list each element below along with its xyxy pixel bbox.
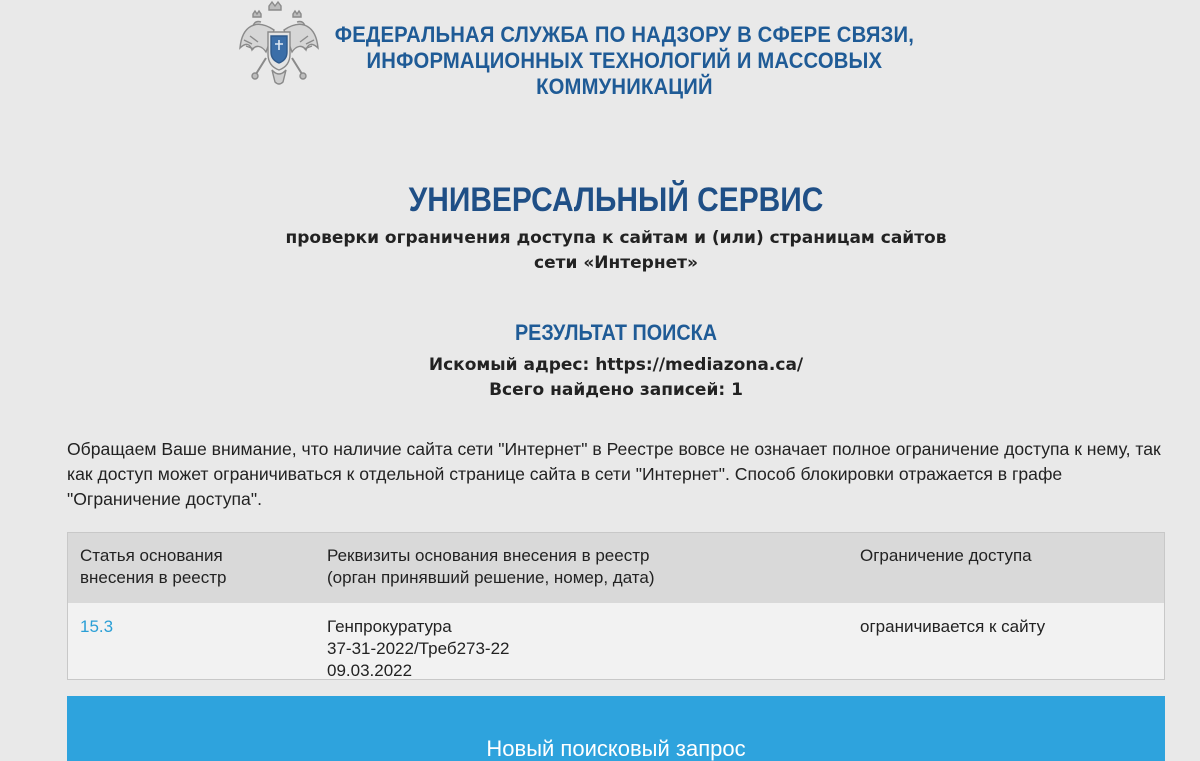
organization-name-line-2: ИНФОРМАЦИОННЫХ ТЕХНОЛОГИЙ И МАССОВЫХ КОММУНИКАЦИЙ <box>366 48 883 99</box>
service-subtitle-line-1: проверки ограничения доступа к сайтам и (или) страницам сайтов <box>285 228 947 248</box>
article-link[interactable]: 15.3 <box>80 617 114 636</box>
service-title: УНИВЕРСАЛЬНЫЙ СЕРВИС <box>408 181 824 219</box>
header <box>0 0 1200 100</box>
new-search-button[interactable]: Новый поисковый запрос <box>67 696 1165 761</box>
organization-name-line-1: ФЕДЕРАЛЬНАЯ СЛУЖБА ПО НАДЗОРУ В СФЕРЕ СВЯЗИ, <box>334 22 915 47</box>
column-header-article: Статья основания внесения в реестр <box>80 546 227 587</box>
records-found-count: Всего найдено записей: 1 <box>489 380 743 400</box>
requisites-cell: Генпрокуратура 37-31-2022/Треб273-22 09.03.2022 <box>327 617 510 680</box>
search-result-title: РЕЗУЛЬТАТ ПОИСКА <box>514 320 718 345</box>
searched-address: Искомый адрес: https://mediazona.ca/ <box>428 355 804 375</box>
double-headed-eagle-emblem-icon <box>236 0 322 92</box>
registry-table <box>67 532 1165 680</box>
service-subtitle-line-2: сети «Интернет» <box>534 253 698 273</box>
column-header-restriction: Ограничение доступа <box>860 546 1032 565</box>
column-header-requisites: Реквизиты основания внесения в реестр (орган принявший решение, номер, дата) <box>327 546 655 587</box>
restriction-cell: ограничивается к сайту <box>860 617 1046 636</box>
notice-text: Обращаем Ваше внимание, что наличие сайта сети "Интернет" в Реестре вовсе не означает полное ограничение доступа к нему, так как доступ может ограничиваться к отдельной странице сайта в сети "Интернет". Способ блокировки отражается в графе "Ограничение доступа". <box>67 439 1161 509</box>
table-header-row <box>68 533 1164 603</box>
organization-name <box>330 22 919 100</box>
service-subtitle <box>0 226 1200 276</box>
